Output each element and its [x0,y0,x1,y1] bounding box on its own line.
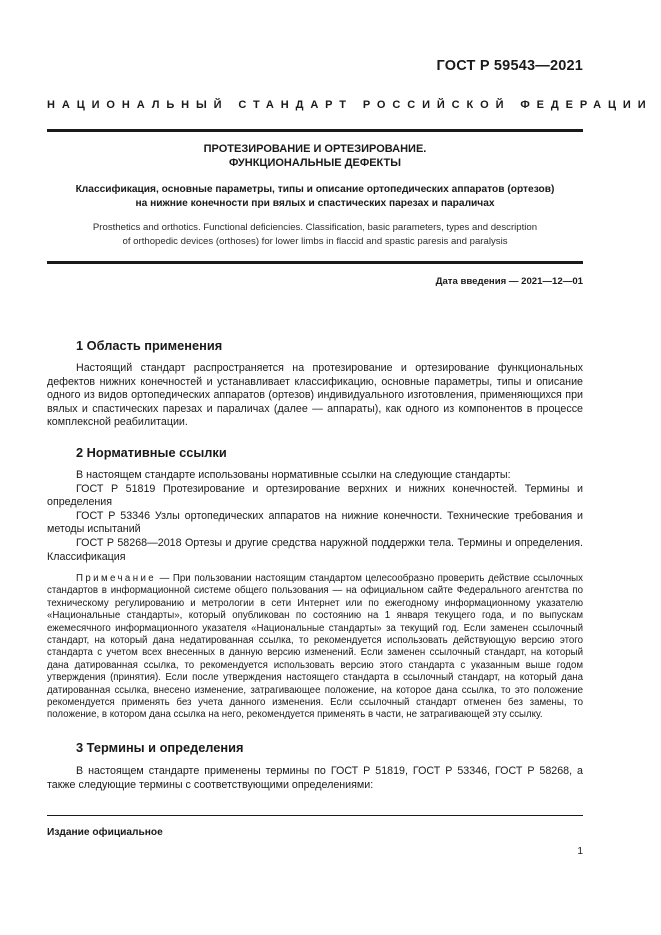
standard-number: ГОСТ Р 59543—2021 [436,58,583,74]
english-title-line-1: Prosthetics and orthotics. Functional deficiencies. Classification, basic parameters, types and description [92,222,538,233]
normative-ref-2: ГОСТ Р 53346 Узлы ортопедических аппаратов на нижние конечности. Технические требования и методы испытаний [47,509,583,536]
section-1-paragraph: Настоящий стандарт распространяется на протезирование и ортезирование функциональных дефектов нижних конечностей и устанавливает классификацию, основные параметры, типы и описание одного из видов ортопедических аппаратов (ортезов) индивидуального изготовления, применяющихся при вялых и спастических парезах и параличах (далее — аппараты), как одного из компонентов в процессе комплексной реабилитации. [47,362,583,429]
title-bottom-rule [47,261,583,264]
english-title [47,221,583,249]
top-rule [47,129,583,132]
title-line-2: ФУНКЦИОНАЛЬНЫЕ ДЕФЕКТЫ [228,157,402,169]
note-label: Примечание [76,573,157,584]
document-subtitle [47,183,583,211]
section-1-heading: 1 Область применения [76,338,223,353]
english-title-line-2: of orthopedic devices (orthoses) for lower limbs in flaccid and spastic paresis and paralysis [122,236,508,247]
document-title [47,142,583,170]
section-2-heading: 2 Нормативные ссылки [76,445,227,460]
section-1-text [47,362,583,430]
section-3-heading: 3 Термины и определения [76,740,244,755]
national-standard-banner: НАЦИОНАЛЬНЫЙ СТАНДАРТ РОССИЙСКОЙ ФЕДЕРАЦИИ [47,99,653,111]
title-line-1: ПРОТЕЗИРОВАНИЕ И ОРТЕЗИРОВАНИЕ. [203,143,427,155]
section-3-paragraph: В настоящем стандарте применены термины по ГОСТ Р 51819, ГОСТ Р 53346, ГОСТ Р 58268, а также следующие термины с соответствующими определениями: [47,765,583,791]
note-text: — При пользовании настоящим стандартом целесообразно проверить действие ссылочных стандартов в информационной системе общего пользования — на официальном сайте Федерального агентства по техническому регулированию и метрологии в сети Интернет или по ежегодному информационному указателю «Национальные стандарты», который опубликован по состоянию на 1 января текущего года, и по выпускам ежемесячного информационного указателя «Национальные стандарты» за текущий год. Если заменен ссылочный стандарт, на который дана недатированная ссылка, то рекомендуется использовать действующую версию этого стандарта с учетом всех внесенных в данную версию изменений. Если заменен ссылочный стандарт, на который дана датированная ссылка, то рекомендуется использовать версию этого стандарта с указанным выше годом утверждения (принятия). Если после утверждения настоящего стандарта в ссылочный стандарт, на который дана датированная ссылка, внесено изменение, затрагивающее положение, на которое дана ссылка, то это положение рекомендуется применять без учета данного изменения. Если ссылочный стандарт отменен без замены, то положение, в котором дана ссылка на него, рекомендуется применять в части, не затрагивающей эту ссылку. [47,573,583,721]
note-paragraph [47,573,583,722]
section-2-text [47,469,583,564]
page-number: 1 [577,846,583,857]
normative-ref-3: ГОСТ Р 58268—2018 Ортезы и другие средства наружной поддержки тела. Термины и определения. Классификация [47,536,583,563]
normative-ref-1: ГОСТ Р 51819 Протезирование и ортезирование верхних и нижних конечностей. Термины и определения [47,482,583,509]
section-2-intro: В настоящем стандарте использованы нормативные ссылки на следующие стандарты: [76,469,511,481]
effective-date: Дата введения — 2021—12—01 [435,276,583,287]
subtitle-line-1: Классификация, основные параметры, типы и описание ортопедических аппаратов (ортезов) [75,184,555,195]
footer-rule [47,815,583,816]
subtitle-line-2: на нижние конечности при вялых и спастических парезах и параличах [135,198,495,209]
section-2-note [47,573,583,722]
official-edition-label: Издание официальное [47,827,163,838]
section-3-text [47,765,583,792]
